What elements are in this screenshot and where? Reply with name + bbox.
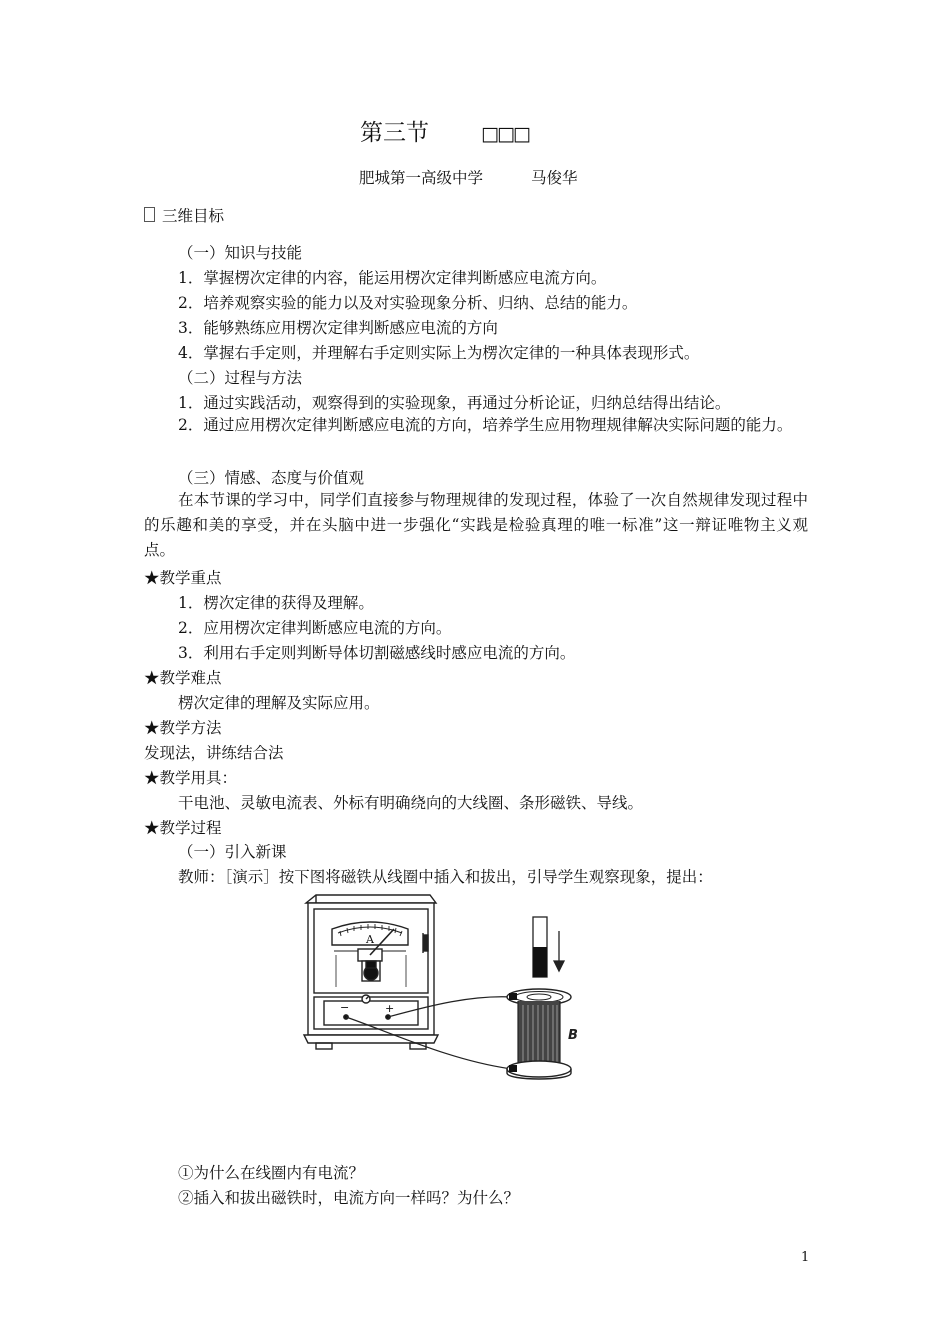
process-section-heading: ★教学过程 [144,819,222,837]
difficulty-text: 楞次定律的理解及实际应用。 [178,694,380,712]
school-name: 肥城第一高级中学 [359,169,484,187]
key-point-item: 3．利用右手定则判断导体切割磁感线时感应电流的方向。 [178,644,576,662]
method-heading: ★教学方法 [144,719,222,737]
title-missing-glyphs: □□□ [481,123,529,145]
down-arrow-icon [554,931,564,971]
title-text: 第三节 [360,120,429,146]
minus-terminal-label: − [340,1001,350,1014]
process-item: 1．通过实践活动，观察得到的实验现象，再通过分析论证，归纳总结得出结论。 [178,394,731,412]
meter-letter: A [366,933,374,946]
knowledge-heading: （一）知识与技能 [178,244,303,262]
process-item: 2．通过应用楞次定律判断感应电流的方向，培养学生应用物理规律解决实际问题的能力。 [178,416,793,434]
goals-bullet [144,207,155,222]
author-name: 马俊华 [531,169,578,187]
tools-heading: ★教学用具： [144,769,238,787]
knowledge-item: 3．能够熟练应用楞次定律判断感应电流的方向 [178,319,498,337]
page-title [360,118,529,149]
bar-magnet [533,917,547,977]
process-heading: （二）过程与方法 [178,369,303,387]
knowledge-item: 4．掌握右手定则，并理解右手定则实际上为楞次定律的一种具体表现形式。 [178,344,700,362]
knowledge-item: 2．培养观察实验的能力以及对实验现象分析、归纳、总结的能力。 [178,294,638,312]
experiment-figure [302,893,592,1085]
emotion-heading: （三）情感、态度与价值观 [178,469,365,487]
intro-subheading: （一）引入新课 [178,843,287,861]
difficulty-heading: ★教学难点 [144,669,222,687]
page-number: 1 [801,1250,810,1265]
goals-heading-text: 三维目标 [162,207,225,225]
key-point-item: 1．楞次定律的获得及理解。 [178,594,374,612]
intro-text: 教师：［演示］按下图将磁铁从线圈中插入和拔出，引导学生观察现象，提出： [178,868,713,886]
question-item: ①为什么在线圈内有电流？ [178,1164,365,1182]
emotion-paragraph: 在本节课的学习中，同学们直接参与物理规律的发现过程，体验了一次自然规律发现过程中的乐趣和美的享受，并在头脑中进一步强化“实践是检验真理的唯一标准”这一辩证唯物主义观点。 [144,491,808,559]
knowledge-item: 1．掌握楞次定律的内容，能运用楞次定律判断感应电流方向。 [178,269,607,287]
question-item: ②插入和拔出磁铁时，电流方向一样吗？为什么？ [178,1189,520,1207]
method-text: 发现法，讲练结合法 [144,744,284,762]
key-point-item: 2．应用楞次定律判断感应电流的方向。 [178,619,452,637]
coil [507,989,571,1079]
plus-terminal-label: + [385,1002,395,1015]
key-points-heading: ★教学重点 [144,569,222,587]
subtitle [359,167,578,189]
goals-heading [144,206,224,226]
tools-text: 干电池、灵敏电流表、外标有明确绕向的大线圈、条形磁铁、导线。 [178,794,644,812]
coil-label: B [568,1028,578,1043]
